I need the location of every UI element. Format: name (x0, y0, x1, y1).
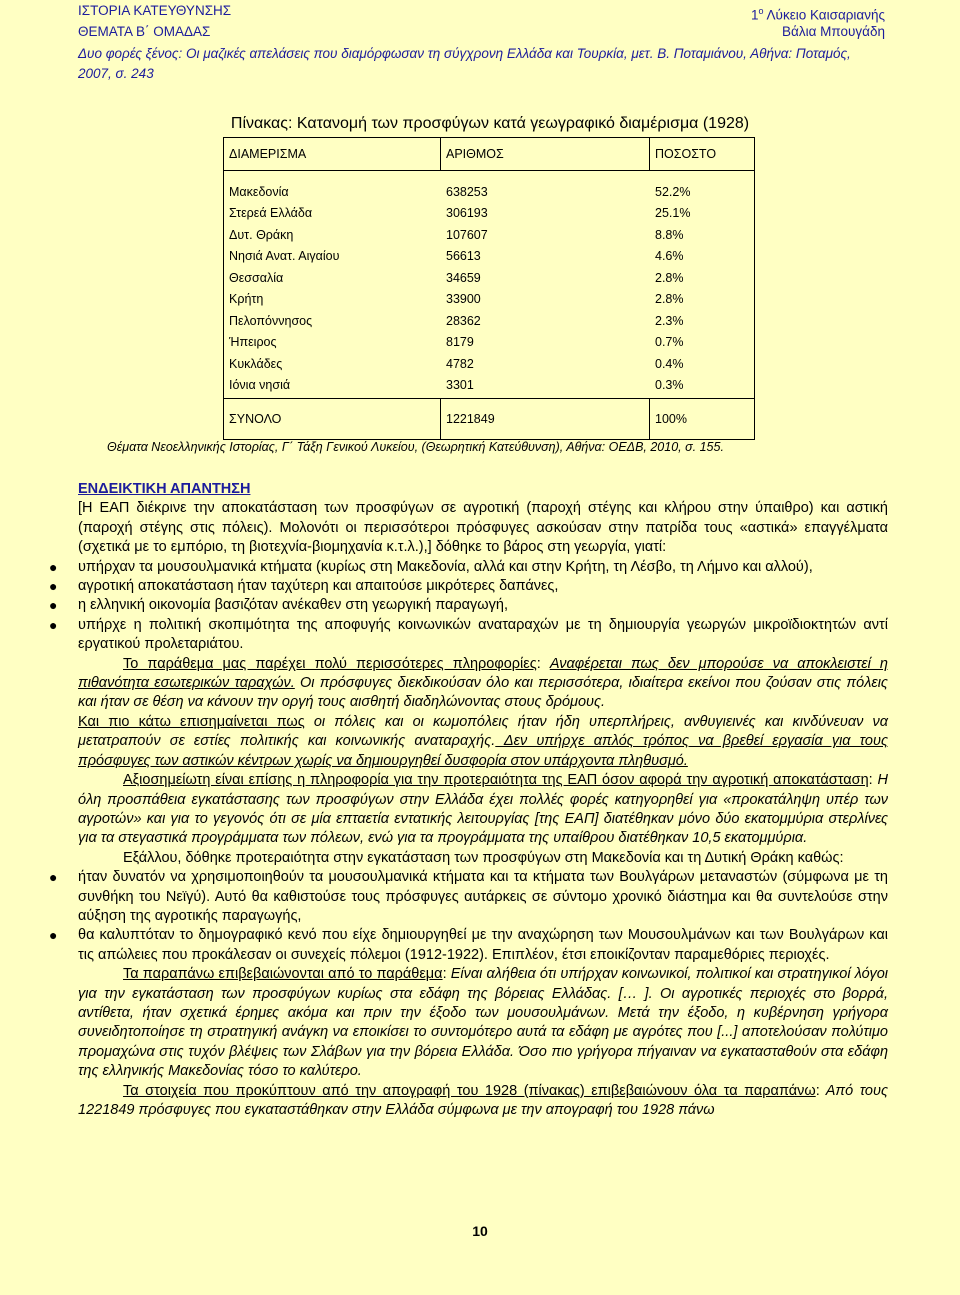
header-school: $1^o$ Λύκειο Καισαριανής (751, 6, 885, 23)
region-cell: Ήπειρος (229, 335, 277, 350)
total-percent: 100% (650, 399, 755, 440)
table-row (224, 267, 754, 289)
page-number: 10 (472, 1223, 488, 1239)
table-body (224, 171, 755, 399)
paragraph-1: Το παράθεμα μας παρέχει πολύ περισσότερες πληροφορίες: Αναφέρεται πως δεν μπορούσε να αποκλειστεί η πιθανότητα εσωτερικών ταραχών. Οι πρόσφυγες διεκδικούσαν όλο και περισσότερα, ιδιαίτερα εκείνοι που ζούσαν στις πόλεις και ήταν σε θέση να κάνουν την οργή τους αισθητή διαδηλώνοντας στους δρόμους. (78, 655, 888, 711)
percent-cell: 2.8% (655, 292, 684, 307)
paragraph-4: Εξάλλου, δόθηκε προτεραιότητα στην εγκατάσταση των προσφύγων στη Μακεδονία και τη Δυτική Θράκη καθώς: (123, 849, 844, 866)
list-item-text: υπήρχε η πολιτική σκοπιμότητα της αποφυγής κοινωνικών αναταραχών με τη δημιουργία γεωργών μικροϊδιοκτητών αντί εργατικού προλεταριάτου. (78, 616, 888, 653)
table-row (224, 332, 754, 354)
count-cell: 4782 (446, 356, 474, 371)
column-header: ΔΙΑΜΕΡΙΣΜΑ (224, 138, 441, 171)
percent-cell: 0.7% (655, 335, 684, 350)
table-body-row (224, 171, 755, 399)
region-cell: Στερεά Ελλάδα (229, 206, 313, 221)
table-row (224, 224, 754, 246)
page-header (78, 3, 885, 84)
list-item (49, 926, 888, 965)
count-cell: 306193 (446, 206, 488, 221)
header-reference: Δυο φορές ξένος: Οι μαζικές απελάσεις που διαμόρφωσαν τη σύγχρονη Ελλάδα και Τουρκία, μετ. Β. Ποταμιάνου, Αθήνα: Ποταμός, 2007, σ. 243 (78, 45, 851, 81)
table-row (224, 310, 754, 332)
count-cell: 34659 (446, 270, 481, 285)
count-cell: 28362 (446, 313, 481, 328)
percent-cell: 2.8% (655, 270, 684, 285)
table-total-row (224, 399, 755, 440)
list-item-text: υπήρχαν τα μουσουλμανικά κτήματα (κυρίως στη Μακεδονία, αλλά και στην Κρήτη, τη Λέσβο, τη Λήμνο και αλλού), (78, 558, 813, 575)
refugee-distribution-table (223, 137, 755, 440)
region-cell: Ιόνια νησιά (229, 378, 291, 393)
count-cell: 8179 (446, 335, 474, 350)
bullet-icon: ● (49, 578, 58, 595)
list-item-text: αγροτική αποκατάσταση ήταν ταχύτερη και απαιτούσε μικρότερες δαπάνες, (78, 578, 559, 595)
count-cell: 638253 (446, 184, 488, 199)
list-item-text: ήταν δυνατόν να χρησιμοποιηθούν τα μουσουλμανικά κτήματα και τα κτήματα των Βουλγάρων μεταναστών (σύμφωνα με τη συνθήκη του Νεϊγύ). Αυτό θα καθιστούσε τους πρόσφυγες αυτάρκεις σε σύντομο χρονικό διάστημα και θα συντελούσε στην αύξηση της αγροτικής παραγωγής, (78, 869, 888, 924)
count-cell: 3301 (446, 378, 474, 393)
answer-intro: [Η ΕΑΠ διέκρινε την αποκατάσταση των προσφύγων σε αγροτική (παροχή στέγης και κλήρου στην ύπαιθρο) και αστική (παροχή στέγης στις πόλεις). Μολονότι οι περισσότεροι πρόσφυγες ασκούσαν στην πατρίδα τους «αστικά» επαγγέλματα (σχετικά με το εμπόριο, τη βιοτεχνία-βιομηχανία κ.τ.λ.),] δόθηκε το βάρος στη γεωργία, γιατί: (78, 500, 888, 556)
paragraph-6: Τα στοιχεία που προκύπτουν από την απογραφή του 1928 (πίνακας) επιβεβαιώνουν όλα τα παραπάνω: Από τους 1221849 πρόσφυγες που εγκαταστάθηκαν στην Ελλάδα σύμφωνα με την απογραφή του 1928 πάνω (78, 1082, 888, 1118)
count-cell: 33900 (446, 292, 481, 307)
paragraph-5: Τα παραπάνω επιβεβαιώνονται από το παράθεμα: Είναι αλήθεια ότι υπήρχαν κοινωνικοί, πολιτικοί και στρατηγικοί λόγοι για την εγκατάσταση των προσφύγων κυρίως στα εδάφη της βόρειας Ελλάδας. [… ]. Οι αγροτικές περιοχές στο βορρά, αντίθετα, ήταν σχετικά έρημες ακόμα και πριν την έξοδο των μουσουλμάνων. Μετά την έξοδο, η κυβέρνηση γρήγορα συνειδητοποίησε τη στρατηγική ανάγκη να εποικίσει το συντομότερο αυτά τα εδάφη με αγρότες που [...] αποτελούσαν πολύτιμο προμαχώνα στις τυχόν βλέψεις των Σλάβων για την βόρεια Ελλάδα. Όσο πιο γρήγορα πήγαιναν να εγκατασταθούν στα εδάφη της ελληνικής Μακεδονίας τόσο το καλύτερο. (78, 966, 888, 1080)
table-row (224, 203, 754, 225)
paragraph-3: Αξιοσημείωτη είναι επίσης η πληροφορία για την προτεραιότητα της ΕΑΠ όσον αφορά την αγροτική αποκατάσταση: Η όλη προσπάθεια εγκατάστασης των προσφύγων στην Ελλάδα έχει πολλές φορές κατηγορηθεί για «προκατάληψη υπέρ των αγροτών» και για το γεγονός ότι σε μία επταετία εντατικής λειτουργίας [της ΕΑΠ] διατέθηκαν μόνο δύο εκατομμύρια στερλίνες για τα στεγαστικά προγράμματα των πόλεων, ενώ για τα προγράμματα της υπαίθρου διατέθηκαν 10,5 εκατομμύρια. (78, 772, 888, 847)
region-cell: Κρήτη (229, 292, 264, 307)
list-item (49, 616, 888, 655)
paragraph-2: Και πιο κάτω επισημαίνεται πως οι πόλεις και οι κωμοπόλεις ήταν ήδη υπερπλήρεις, ανθυγιεινές και κινδύνευαν να μετατραπούν σε εστίες πολιτικής και κοινωνικής αναταραχής. Δεν υπήρχε απλός τρόπος να βρεθεί εργασία για τους πρόσφυγες των αστικών κέντρων χωρίς να δημιουργηθεί δυσφορία στον υπάρχοντα πληθυσμό. (78, 713, 888, 769)
list-item (49, 868, 888, 926)
header-author: Βάλια Μπουγάδη (782, 23, 885, 39)
bullet-icon: ● (49, 927, 58, 944)
region-cell: Δυτ. Θράκη (229, 227, 294, 242)
table-row (224, 353, 754, 375)
answer-title: ΕΝΔΕΙΚΤΙΚΗ ΑΠΑΝΤΗΣΗ (78, 481, 251, 497)
header-group: ΘΕΜΑΤΑ Β΄ ΟΜΑΔΑΣ (78, 23, 211, 39)
list-item-text: θα καλυπτόταν το δημογραφικό κενό που είχε δημιουργηθεί με την αναχώρηση των Μουσουλμάνων και των Βουλγάρων και τις απώλειες που προκάλεσαν οι συνεχείς πόλεμοι (1912-1922). Επιπλέον, έτσι εποικίζονταν παραμεθόριες περιοχές. (78, 927, 888, 963)
bullet-icon: ● (49, 597, 58, 614)
list-item (49, 577, 888, 596)
region-cell: Θεσσαλία (229, 270, 284, 285)
region-cell: Κυκλάδες (229, 356, 283, 371)
table-row (224, 375, 754, 397)
region-cell: Πελοπόννησος (229, 313, 313, 328)
list-item (49, 558, 888, 577)
header-subject: ΙΣΤΟΡΙΑ ΚΑΤΕΥΘΥΝΣΗΣ (78, 3, 232, 18)
percent-cell: 25.1% (655, 206, 691, 221)
total-count: 1221849 (441, 399, 650, 440)
bullet-icon: ● (49, 869, 58, 886)
percent-cell: 52.2% (655, 184, 691, 199)
table-row (224, 289, 754, 311)
total-label: ΣΥΝΟΛΟ (224, 399, 441, 440)
table-row (224, 246, 754, 268)
percent-cell: 0.4% (655, 356, 684, 371)
percent-cell: 4.6% (655, 249, 684, 264)
percent-cell: 0.3% (655, 378, 684, 393)
table-source: Θέματα Νεοελληνικής Ιστορίας, Γ΄ Τάξη Γενικού Λυκείου, (Θεωρητική Κατεύθυνση), Αθήνα: ΟΕΔΒ, 2010, σ. 155. (107, 440, 724, 454)
region-cell: Νησιά Ανατ. Αιγαίου (229, 249, 340, 264)
list-item (49, 596, 888, 615)
table-caption: Πίνακας: Κατανομή των προσφύγων κατά γεωγραφικό διαμέρισμα (1928) (230, 115, 750, 132)
region-cell: Μακεδονία (229, 184, 289, 199)
percent-cell: 2.3% (655, 313, 684, 328)
table-row (224, 181, 754, 203)
list-item-text: η ελληνική οικονομία βασιζόταν ανέκαθεν στη γεωργική παραγωγή, (78, 597, 508, 614)
answer-section (49, 480, 888, 1120)
percent-cell: 8.8% (655, 227, 684, 242)
count-cell: 107607 (446, 227, 488, 242)
reasons-list-2 (49, 868, 888, 965)
bullet-icon: ● (49, 616, 58, 633)
reasons-list (49, 558, 888, 655)
column-header: ΠΟΣΟΣΤΟ (650, 138, 755, 171)
count-cell: 56613 (446, 249, 481, 264)
table-header-row (224, 138, 755, 171)
bullet-icon: ● (49, 558, 58, 575)
column-header: ΑΡΙΘΜΟΣ (441, 138, 650, 171)
